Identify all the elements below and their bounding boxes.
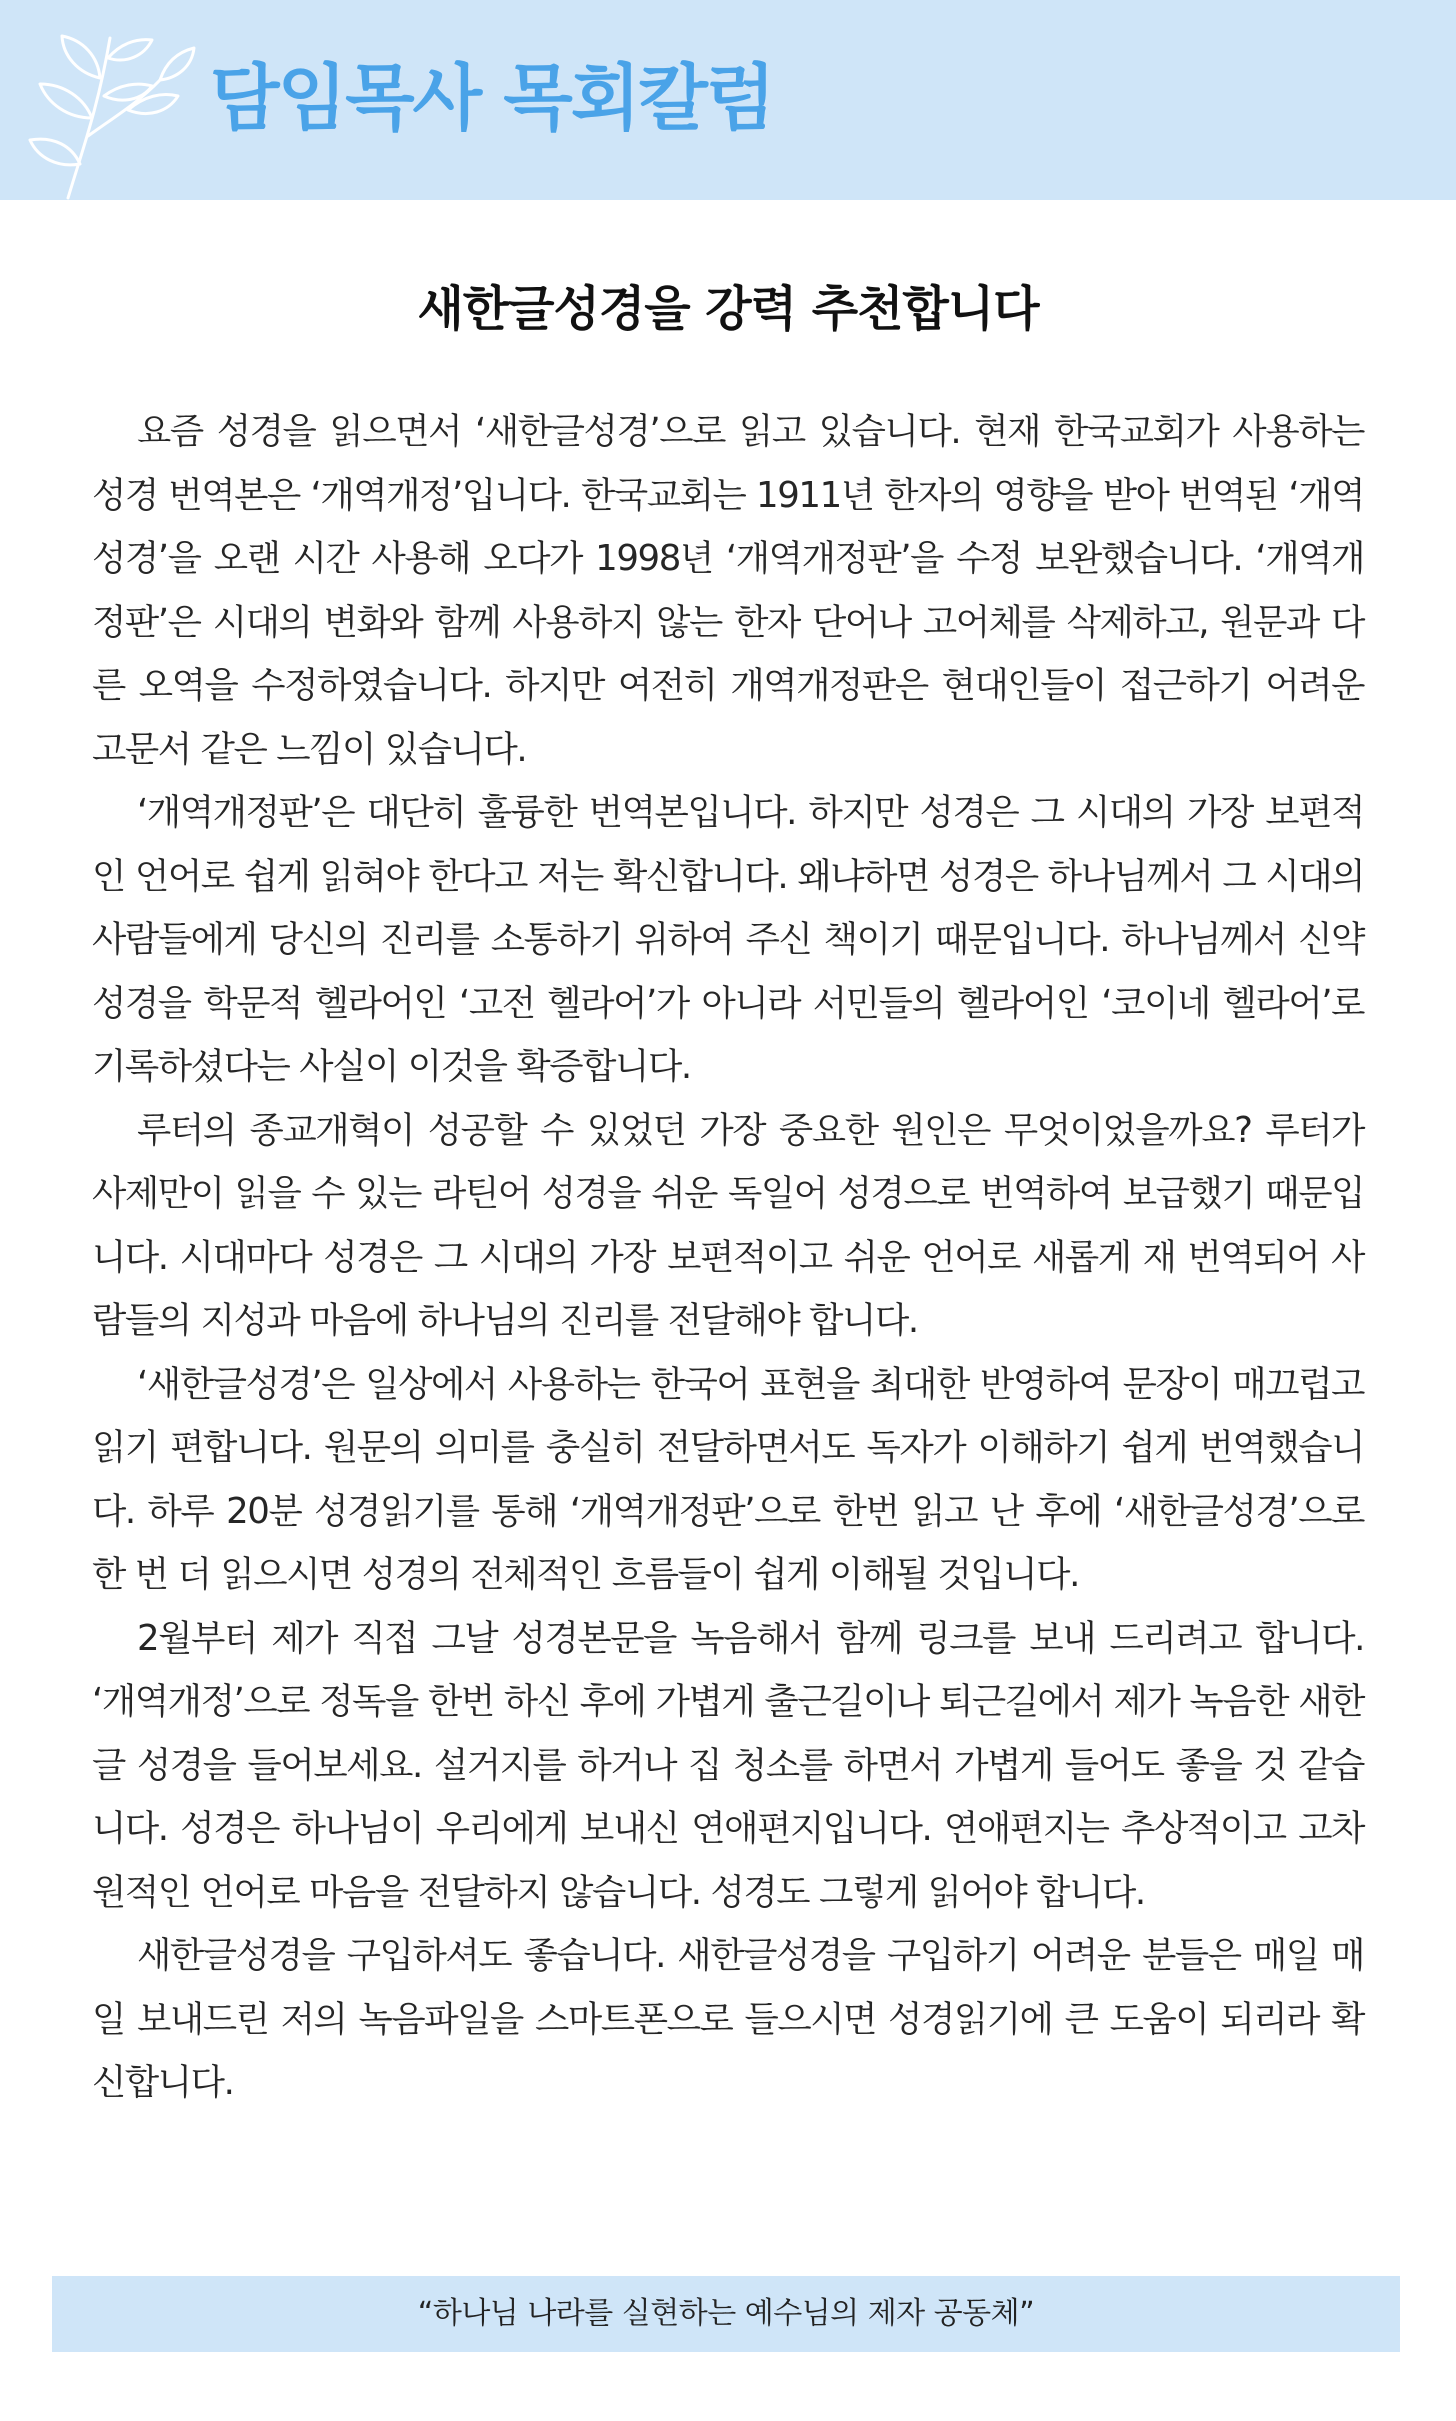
paragraph: 루터의 종교개혁이 성공할 수 있었던 가장 중요한 원인은 무엇이었을까요? 루터가 사제만이 읽을 수 있는 라틴어 성경을 쉬운 독일어 성경으로 번역하여 보급했기 때문입니다. 시대마다 성경은 그 시대의 가장 보편적이고 쉬운 언어로 새롭게 재 번역되어 사람들의 지성과 마음에 하나님의 진리를 전달해야 합니다. — [92, 1109, 1364, 1341]
leaf-branch-icon — [28, 18, 198, 200]
paragraph: 2월부터 제가 직접 그날 성경본문을 녹음해서 함께 링크를 보내 드리려고 합니다. ‘개역개정’으로 정독을 한번 하신 후에 가볍게 출근길이나 퇴근길에서 제가 녹음한 새한글 성경을 들어보세요. 설거지를 하거나 집 청소를 하면서 가볍게 들어도 좋을 것 같습니다. 성경은 하나님이 우리에게 보내신 연애편지입니다. 연애편지는 추상적이고 고차원적인 언어로 마음을 전달하지 않습니다. 성경도 그렇게 읽어야 합니다. — [92, 1617, 1364, 1913]
paragraph: ‘새한글성경’은 일상에서 사용하는 한국어 표현을 최대한 반영하여 문장이 매끄럽고 읽기 편합니다. 원문의 의미를 충실히 전달하면서도 독자가 이해하기 쉽게 번역했습니다. 하루 20분 성경읽기를 통해 ‘개역개정판’으로 한번 읽고 난 후에 ‘새한글성경’으로 한 번 더 읽으시면 성경의 전체적인 흐름들이 쉽게 이해될 것입니다. — [92, 1363, 1364, 1595]
article-title: 새한글성경을 강력 추천합니다 — [417, 281, 1039, 337]
footer-motto-bar — [52, 2276, 1400, 2352]
paragraph: 새한글성경을 구입하셔도 좋습니다. 새한글성경을 구입하기 어려운 분들은 매일 매일 보내드린 저의 녹음파일을 스마트폰으로 들으시면 성경읽기에 큰 도움이 되리라 확신합니다. — [92, 1935, 1364, 2103]
paragraph: ‘개역개정판’은 대단히 훌륭한 번역본입니다. 하지만 성경은 그 시대의 가장 보편적인 언어로 쉽게 읽혀야 한다고 저는 확신합니다. 왜냐하면 성경은 하나님께서 그 시대의 사람들에게 당신의 진리를 소통하기 위하여 주신 책이기 때문입니다. 하나님께서 신약성경을 학문적 헬라어인 ‘고전 헬라어’가 아니라 서민들의 헬라어인 ‘코이네 헬라어’로 기록하셨다는 사실이 이것을 확증합니다. — [92, 792, 1364, 1087]
paragraph: 요즘 성경을 읽으면서 ‘새한글성경’으로 읽고 있습니다. 현재 한국교회가 사용하는 성경 번역본은 ‘개역개정’입니다. 한국교회는 1911년 한자의 영향을 받아 번역된 ‘개역성경’을 오랜 시간 사용해 오다가 1998년 ‘개역개정판’을 수정 보완했습니다. ‘개역개정판’은 시대의 변화와 함께 사용하지 않는 한자 단어나 고어체를 삭제하고, 원문과 다른 오역을 수정하였습니다. 하지만 여전히 개역개정판은 현대인들이 접근하기 어려운 고문서 같은 느낌이 있습니다. — [92, 411, 1364, 770]
column-header — [0, 0, 1456, 200]
article-body — [92, 400, 1364, 2115]
church-motto: “하나님 나라를 실현하는 예수님의 제자 공동체” — [417, 2296, 1035, 2331]
column-series-title: 담임목사 목회칼럼 — [210, 56, 774, 140]
